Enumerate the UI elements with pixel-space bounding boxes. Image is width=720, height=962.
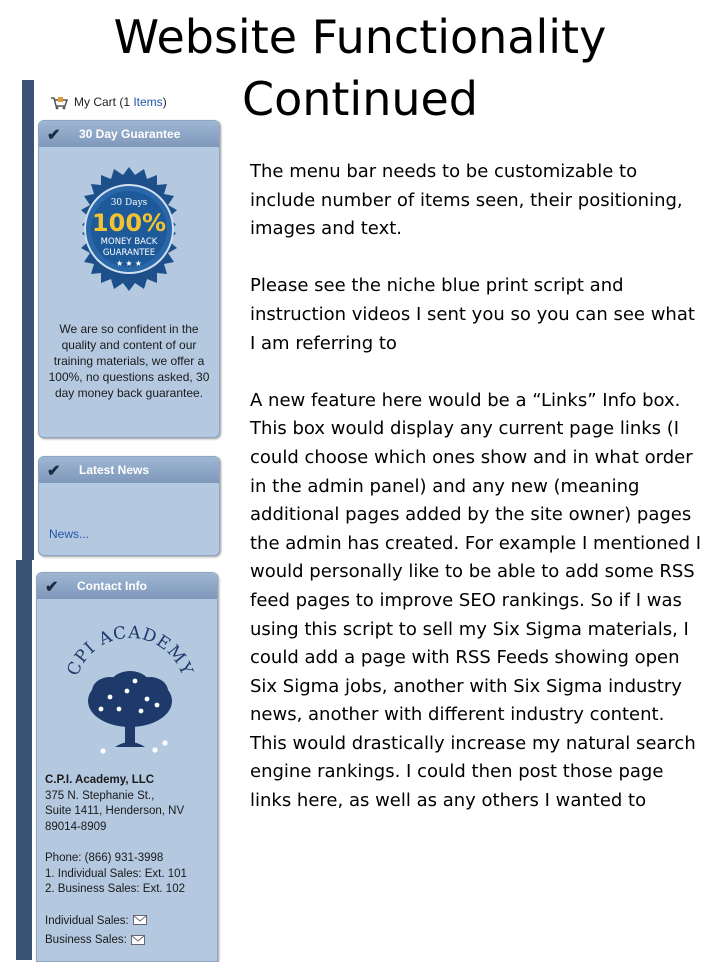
cart-label-prefix: My Cart (1 (74, 95, 134, 109)
cart-label-suffix: ) (162, 95, 167, 109)
news-link[interactable]: News... (49, 527, 90, 541)
sidebar-edge (22, 80, 34, 562)
mail-icon[interactable] (131, 935, 145, 945)
contact-info-box (36, 572, 218, 962)
mail-icon[interactable] (133, 915, 147, 925)
individual-sales-email[interactable] (45, 914, 215, 930)
latest-news-header (39, 457, 219, 483)
company-name: C.P.I. Academy, LLC (45, 774, 155, 786)
sales-ext-2: 2. Business Sales: Ext. 102 (45, 883, 185, 895)
badge-line2-text: GUARANTEE (102, 248, 156, 258)
individual-sales-label: Individual Sales: (45, 914, 129, 927)
guarantee-description: We are so confident in the quality and content of our training materials, we offer a 100%, no questions asked, 30 day money back guarantee. (48, 322, 210, 400)
business-sales-label: Business Sales: (45, 934, 127, 946)
body-paragraph-2: Please see the niche blue print script and instruction videos I sent you so you can see what I am referring to (250, 275, 695, 354)
business-sales-email[interactable] (45, 933, 215, 949)
guarantee-box-title: 30 Day Guarantee (79, 127, 181, 141)
money-back-guarantee-badge (65, 165, 193, 293)
guarantee-box-header (39, 121, 219, 147)
latest-news-title: Latest News (79, 463, 150, 477)
svg-text:CPI ACADEMY (63, 623, 196, 679)
badge-days-text: 30 Days (110, 198, 148, 208)
cart-icon (50, 96, 68, 110)
checkmark-icon: ✔ (47, 127, 61, 144)
latest-news-box (38, 456, 220, 556)
logo-text: CPI ACADEMY (63, 622, 197, 679)
address-line-1: 375 N. Stephanie St., (45, 789, 155, 802)
svg-text:★ ★ ★: ★ ★ ★ (116, 259, 142, 268)
my-cart[interactable] (50, 95, 167, 110)
contact-info-title: Contact Info (77, 579, 147, 593)
guarantee-box (38, 120, 220, 438)
cart-items-link[interactable]: Items (133, 95, 163, 109)
contact-details (45, 773, 215, 949)
slide-title-continued: Continued (241, 72, 479, 126)
badge-percent-text: 100% (91, 209, 167, 237)
checkmark-icon: ✔ (45, 579, 59, 596)
slide-body-text (250, 158, 705, 816)
badge-line1-text: MONEY BACK (100, 237, 158, 247)
contact-info-header (37, 573, 217, 599)
sidebar-edge (16, 560, 32, 960)
address-line-2: Suite 1411, Henderson, NV (45, 805, 185, 817)
phone-number: Phone: (866) 931-3998 (45, 852, 164, 864)
checkmark-icon: ✔ (47, 463, 61, 480)
sales-ext-1: 1. Individual Sales: Ext. 101 (45, 867, 187, 880)
cpi-academy-logo (55, 613, 205, 763)
address-line-3: 89014-8909 (45, 820, 107, 833)
body-paragraph-1: The menu bar needs to be customizable to include number of items seen, their positioning, images and text. (250, 161, 683, 240)
body-paragraph-3: A new feature here would be a “Links” Info box. This box would display any current page links (I could choose which ones show and in what order in the admin panel) and any new (meaning additional pages added by the site owner) pages the admin has created. For example I mentioned I would personally like to be able to add some RSS feed pages to improve SEO rankings. So if I was using this script to sell my Six Sigma materials, I could add a page with RSS Feeds showing open Six Sigma jobs, another with Six Sigma industry news, another with different industry content. This would drastically increase my natural search engine rankings. I could then post those page links here, as well as any others I wanted to (250, 389, 702, 812)
slide-title: Website Functionality (113, 10, 607, 64)
